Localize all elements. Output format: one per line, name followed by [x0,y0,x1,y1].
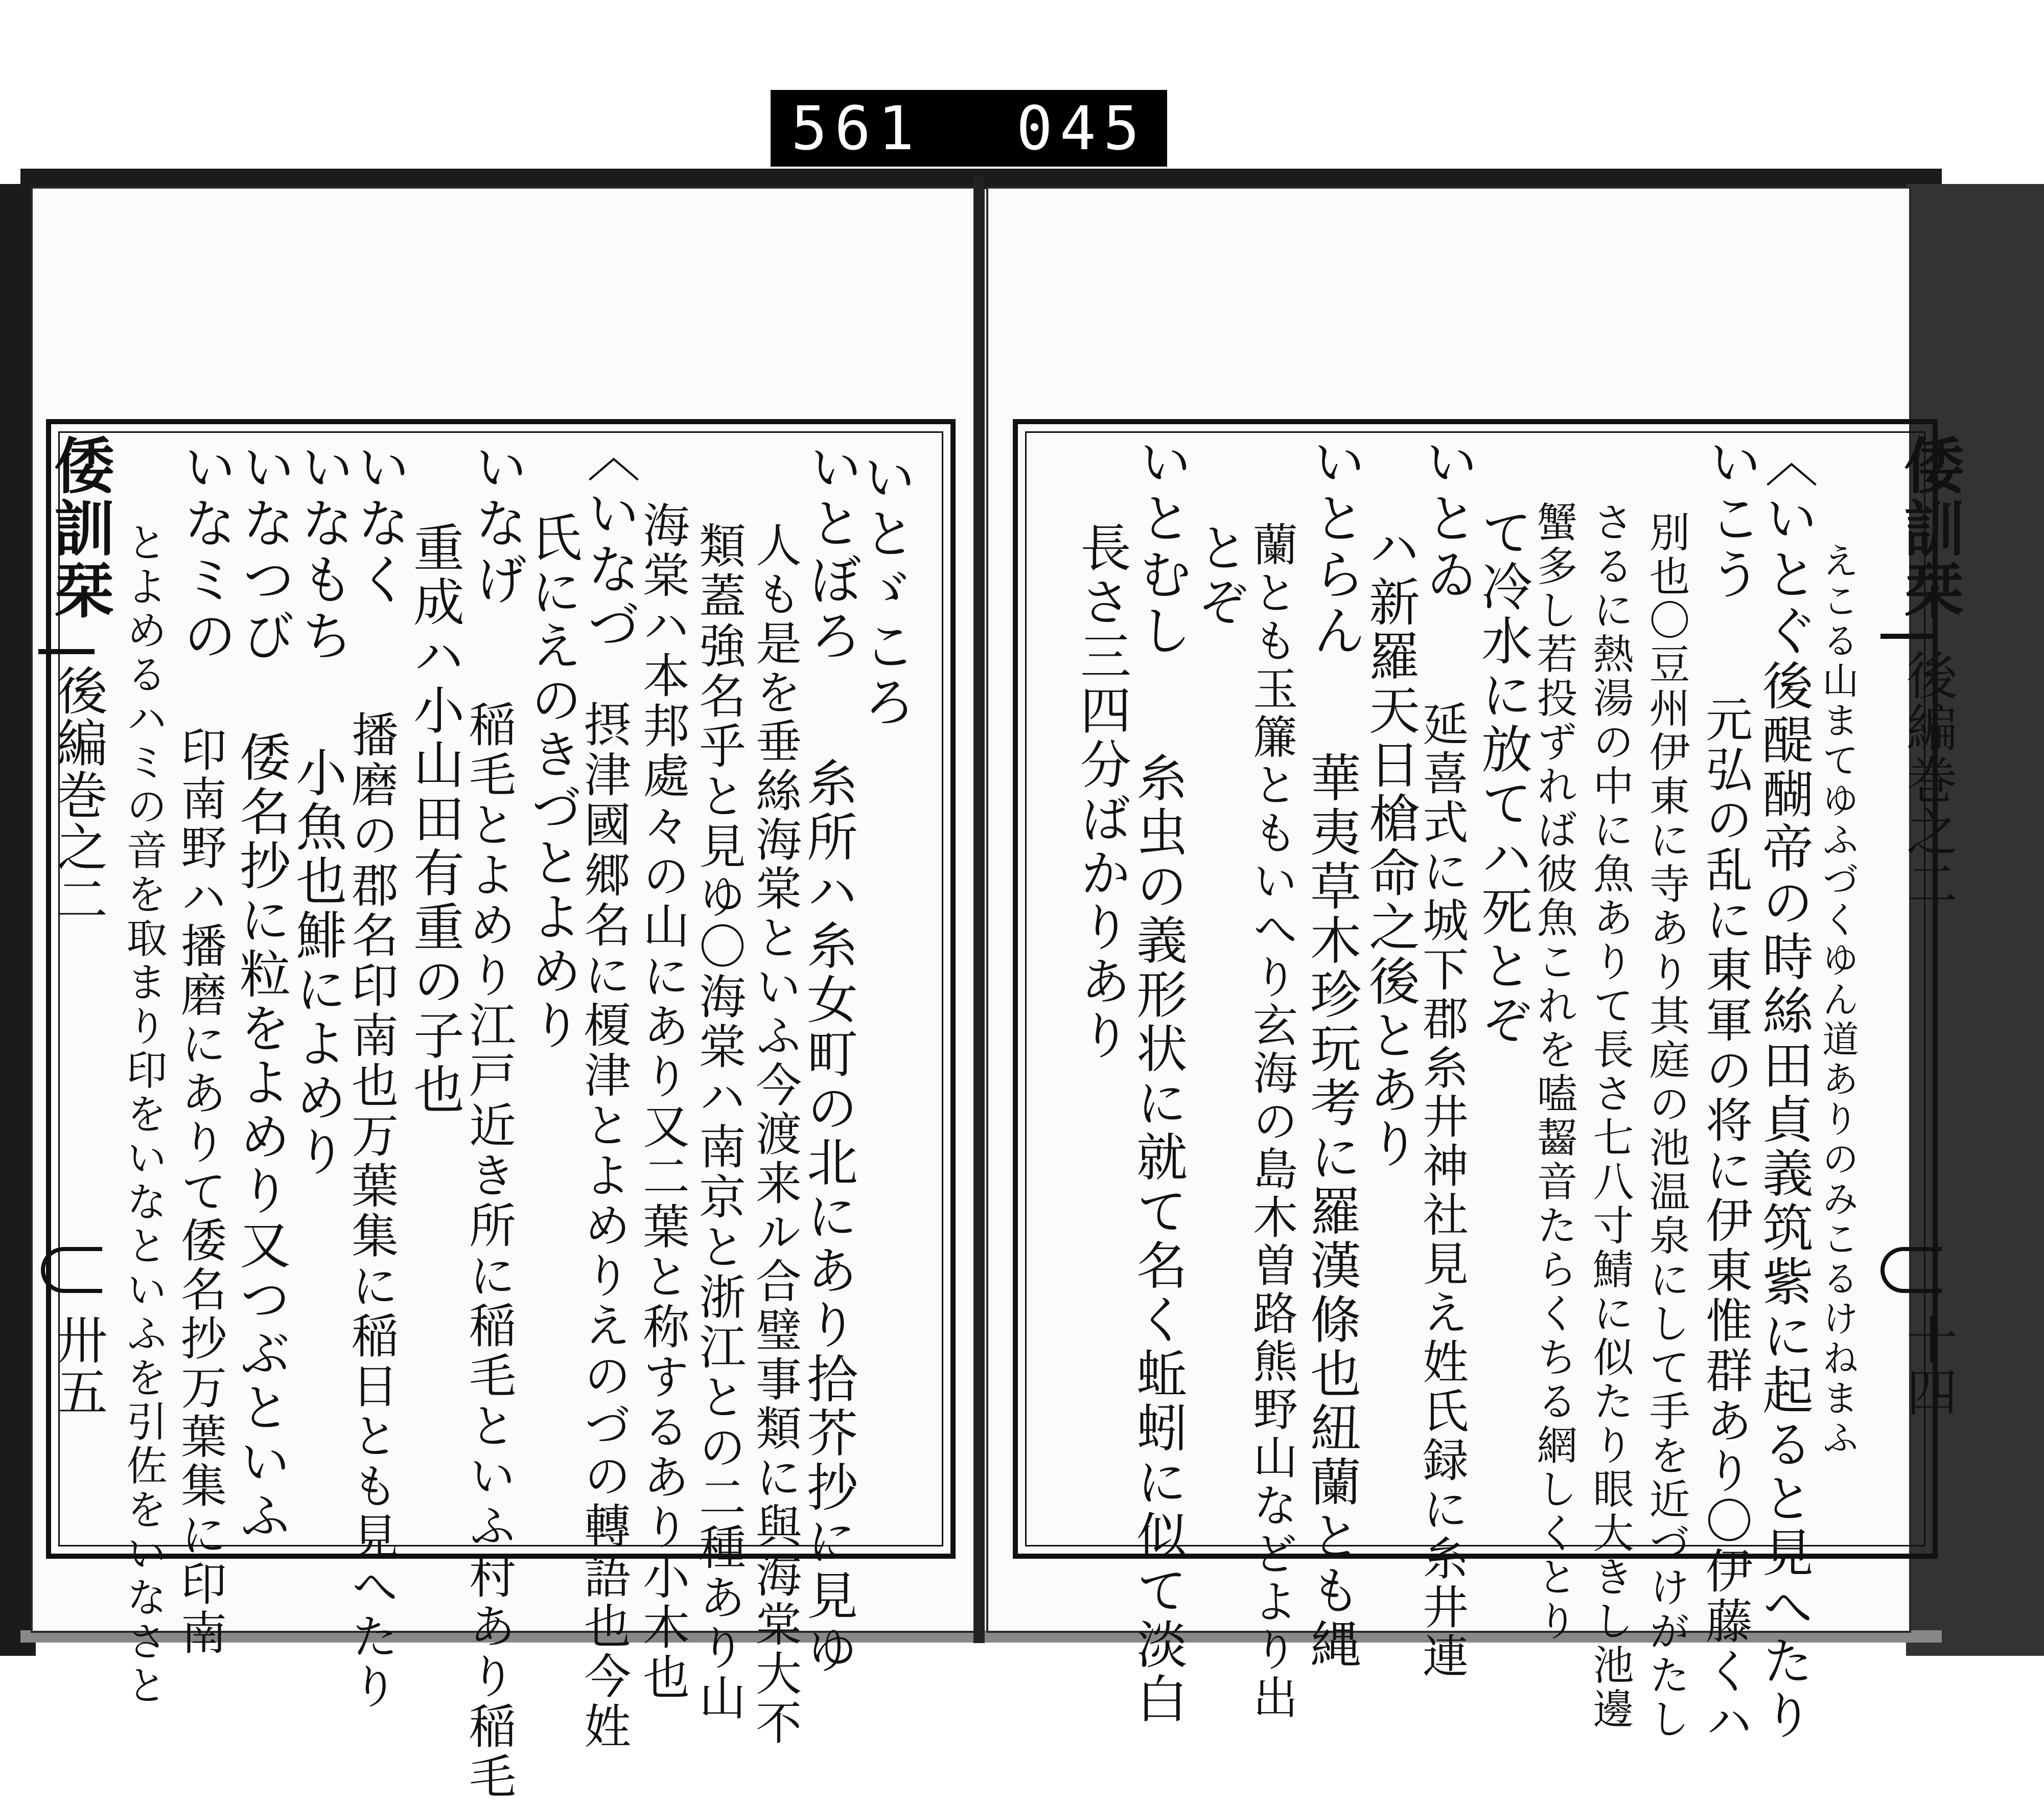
left-col-20: いなミの [174,440,237,664]
left-col-16: いなもち [292,440,354,664]
right-col-5: 元弘の乱に東軍の将に伊東惟群あり〇伊藤くハ [1698,695,1753,1747]
left-col-18: いなつび [233,440,295,664]
left-col-7: 海棠ハ本邦處々の山にあり又二葉と称するあり小木也 [635,501,690,1703]
left-col-21: 印南野ハ播磨にありて倭名抄万葉集に印南 [173,726,226,1658]
left-col-9: 摂津國郷名に榎津とよめりえのづの轉語也今姓 [576,700,631,1752]
right-col-19: 長さ三四分ばかりあり [1072,521,1131,1063]
left-col-11: いなげ [466,440,528,608]
right-col-13: いとらん [1304,434,1366,659]
left-col-13: 重成ハ小山田有重の子也 [405,521,464,1117]
left-folio: 卅五 [48,1313,108,1418]
right-col-14: 華夷草木珍玩考に羅漢條也紐蘭とも縄 [1302,751,1361,1672]
left-col-3: いとぼろ [800,440,863,664]
left-col-17: 小魚也鯡によめり [287,746,347,1180]
left-col-6: 類蓋強名乎と見ゆ〇海棠ハ南京と浙江との二種あり山 [691,521,746,1723]
right-col-2: 〈いとぐ [1756,434,1818,659]
right-col-4: いこう [1700,434,1762,603]
right-fishtail-mark [1880,1247,1942,1293]
right-col-6: 別也〇豆州伊東に寺あり其庭の池温泉にして手を近づけがたし [1642,511,1690,1742]
left-margin-title: 倭訓栞 [44,434,115,621]
left-col-22: とよめるハミの音を取まり印をいなといふを引佐をいなさと [120,521,167,1708]
call-number-label [771,90,1167,167]
right-col-15: 蘭とも玉簾ともいへり玄海の島木曽路熊野山などより出 [1246,521,1298,1722]
book-gutter [973,176,985,1643]
right-margin-subtitle: 後編巻之二 [1898,649,1958,910]
right-folio: 十四 [1898,1313,1958,1418]
left-col-10: 氏にえのきづとよめり [522,511,582,1053]
left-col-15: 播磨の郡名印南也万葉集に稲日とも見へたり [344,710,399,1712]
left-col-8: 〈いなづ [578,429,640,654]
left-col-2: 糸所ハ糸女町の北にあり拾芥抄に見ゆ [798,756,858,1677]
right-col-1: えこる山まてゆふづくゆん道ありのみこるけねまふ [1816,542,1859,1459]
left-col-5: 人も是を垂絲海棠といふ今渡来ル合璧事類に與海棠大不 [748,521,801,1748]
right-margin-divider [1880,634,1937,639]
right-col-7: さるに熱湯の中に魚ありて長さ七八寸鯖に似たり眼大きし池邊 [1586,501,1634,1731]
right-col-17: いとむし [1130,434,1192,659]
left-col-1: いとゞころ [854,450,916,731]
right-margin-title: 倭訓栞 [1894,434,1965,621]
left-margin-subtitle: 後編巻之二 [48,664,108,925]
call-number-left: 561 [791,93,922,164]
right-col-11: 延喜式に城下郡糸井神社見え姓氏録に糸井連 [1414,700,1468,1681]
right-col-3: 後醍醐帝の時絲田貞義筑紫に起ると見へたり [1754,659,1814,1743]
right-col-8: 蟹多し若投ずれば彼魚これを嗑齧音たらくちる網しくとり [1530,501,1577,1644]
right-col-18: 糸虫の義形状に就て名く蚯蚓に似て淡白 [1128,751,1188,1726]
right-col-12: ハ新羅天日槍命之後とあり [1360,521,1420,1171]
right-col-9: て冷水に放てハ死とぞ [1473,506,1532,1048]
left-col-19: 倭名抄に粒をよめり又つぶといふ [231,731,291,1543]
right-col-10: いとゐ [1416,434,1478,603]
left-col-14: いなく [348,440,410,608]
call-number-right: 045 [1016,93,1147,164]
right-col-16: とぞ [1189,521,1249,630]
left-col-12: 稲毛とよめり江戸近き所に稲毛といふ村あり稲毛 [461,700,516,1802]
